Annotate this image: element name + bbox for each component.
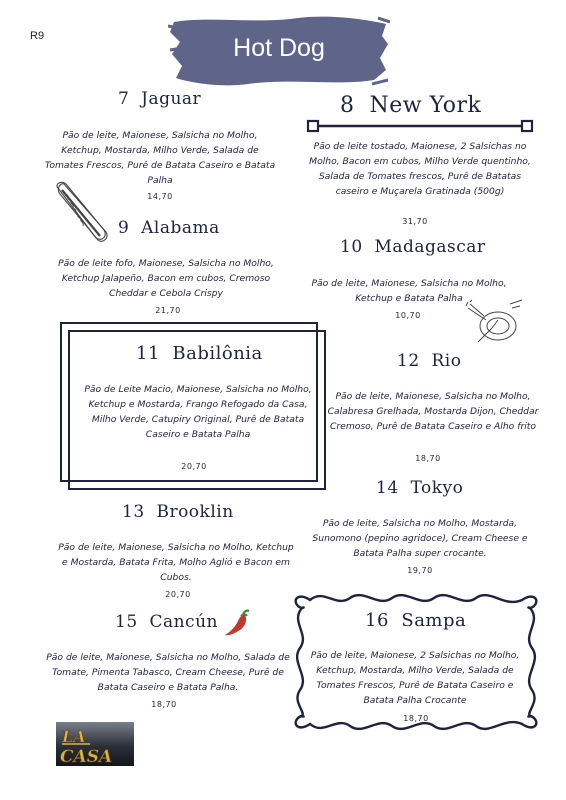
item-description: Pão de leite, Maionese, Salsicha no Molho, Ketchup e Mostarda, Batata Frita, Molho Aglió e Bacon em Cubos.: [58, 542, 294, 583]
item-title-cancun: [115, 612, 218, 632]
la-casa-logo: [56, 722, 134, 766]
item-description: Pão de leite, Maionese, Salsicha no Molho, Salada de Tomate, Pimenta Tabasco, Cream Cheese, Purê de Batata Caseiro e Batata Palha.: [46, 652, 290, 693]
item-description: Pão de leite, Maionese, Salsicha no Molho, Ketchup, Mostarda, Milho Verde, Salada de Tomates Frescos, Purê de Batata Caseiro e Batata Palha: [44, 130, 276, 186]
item-price: 21,70: [155, 306, 181, 315]
svg-text:LA: LA: [62, 727, 86, 746]
item-title-sampa: [365, 610, 466, 631]
item-description: Pão de Leite Macio, Maionese, Salsicha no Molho, Ketchup e Mostarda, Frango Refogado da Casa, Milho Verde, Catupiry Original, Purê de Batata Caseiro e Batata Palha: [84, 384, 312, 440]
item-description: Pão de leite, Maionese, Salsicha no Molho, Ketchup e Batata Palha: [311, 278, 507, 304]
item-price: 20,70: [181, 462, 207, 471]
item-number: 12: [397, 351, 420, 371]
item-name: Alabama: [141, 218, 220, 238]
item-name: Babilônia: [172, 343, 263, 364]
item-name: Rio: [431, 351, 462, 371]
cutlery-sketch-icon: [464, 298, 524, 346]
item-number: 9: [118, 218, 130, 238]
item-title-madagascar: [340, 237, 486, 257]
item-description: Pão de leite, Salsicha no Molho, Mostarda, Sunomono (pepino agridoce), Cream Cheese e Batata Palha super crocante.: [312, 518, 528, 559]
item-description: Pão de leite tostado, Maionese, 2 Salsichas no Molho, Bacon em cubos, Milho Verde quentinho, Salada de Tomates frescos, Purê de Batatas caseiro e Muçarela Gratinada (500g): [309, 141, 531, 197]
item-number: 11: [136, 343, 160, 364]
item-number: 7: [118, 89, 130, 109]
item-description: Pão de leite, Maionese, 2 Salsichas no Molho, Ketchup, Mostarda, Milho Verde, Salada de Tomates Frescos, Purê de Batata Caseiro e Batata Palha Crocante: [310, 650, 520, 706]
page-code: R9: [30, 30, 45, 42]
item-title-jaguar: [118, 89, 201, 109]
item-number: 16: [365, 610, 389, 631]
page-title: Hot Dog: [233, 34, 325, 62]
item-number: 10: [340, 237, 363, 257]
hot-dog-sketch-icon: [52, 180, 112, 246]
svg-text:CASA: CASA: [60, 747, 113, 766]
item-name: Brooklin: [156, 502, 234, 522]
item-number: 13: [122, 502, 145, 522]
item-title-babilonia: [136, 343, 263, 364]
item-number: 15: [115, 612, 138, 632]
item-description: Pão de leite, Maionese, Salsicha no Molho, Calabresa Grelhada, Mostarda Dijon, Cheddar Cremoso, Purê de Batata Caseiro e Alho frito: [327, 391, 539, 432]
item-price: 31,70: [402, 217, 428, 226]
item-price: 18,70: [415, 454, 441, 463]
logo-lettering: [56, 722, 134, 766]
item-price: 18,70: [151, 700, 177, 709]
chili-pepper-icon: [222, 608, 252, 638]
item-price: 18,70: [403, 714, 429, 723]
item-name: Madagascar: [374, 237, 486, 257]
item-title-rio: [397, 351, 461, 371]
item-price: 14,70: [147, 192, 173, 201]
item-price: 20,70: [165, 590, 191, 599]
item-price: 19,70: [407, 566, 433, 575]
item-number: 8: [340, 93, 355, 118]
item-price: 10,70: [395, 311, 421, 320]
item-description: Pão de leite fofo, Maionese, Salsicha no Molho, Ketchup Jalapeño, Bacon em cubos, Cremoso Cheddar e Cebola Crispy: [58, 258, 274, 299]
item-number: 14: [376, 478, 399, 498]
item-title-alabama: [118, 218, 220, 238]
divider-bar: [306, 118, 534, 134]
item-title-tokyo: [376, 478, 463, 498]
item-title-new-york: [340, 93, 481, 118]
item-title-brooklin: [122, 502, 234, 522]
item-name: Jaguar: [141, 89, 202, 109]
item-name: New York: [369, 93, 482, 118]
item-name: Sampa: [401, 610, 467, 631]
item-name: Tokyo: [410, 478, 464, 498]
item-name: Cancún: [149, 612, 218, 632]
